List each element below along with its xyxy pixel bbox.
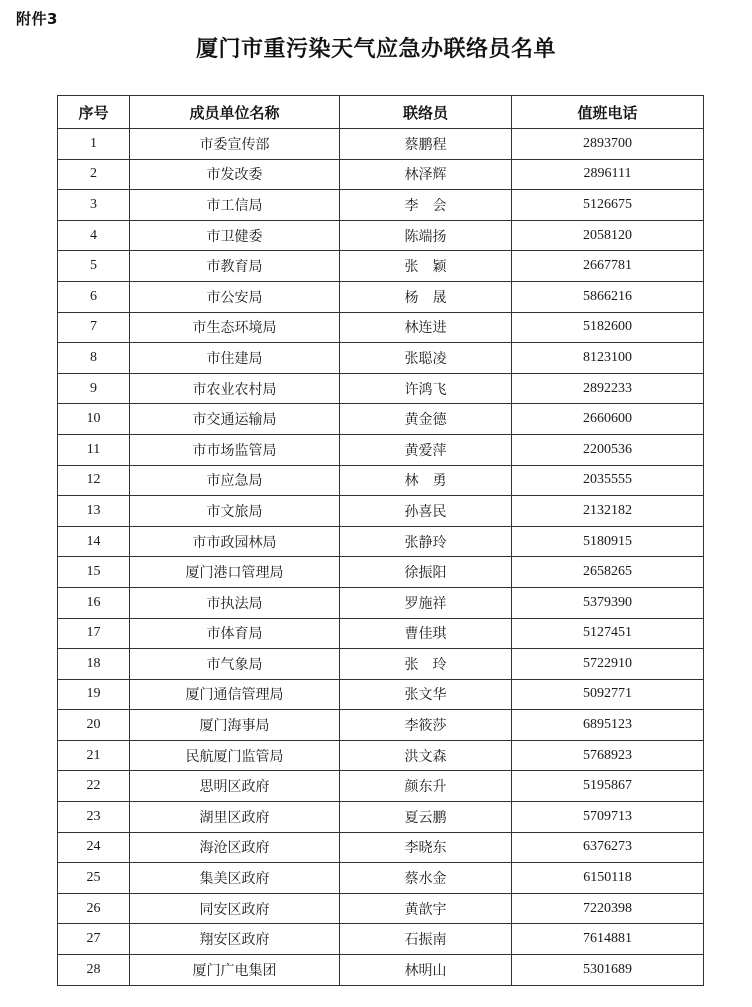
- table-row: [58, 618, 704, 649]
- table-row: [58, 190, 704, 221]
- cell-serial-number: 20: [58, 710, 130, 741]
- cell-duty-phone: 6895123: [512, 710, 704, 741]
- cell-duty-phone: 2892233: [512, 373, 704, 404]
- cell-duty-phone: 5709713: [512, 802, 704, 833]
- cell-unit-name: 厦门海事局: [130, 710, 340, 741]
- cell-contact-person: 罗施祥: [340, 587, 512, 618]
- cell-serial-number: 18: [58, 649, 130, 680]
- cell-duty-phone: 5301689: [512, 955, 704, 986]
- table-header-row: [58, 96, 704, 129]
- cell-contact-person: 林连进: [340, 312, 512, 343]
- cell-contact-person: 张 颖: [340, 251, 512, 282]
- cell-serial-number: 5: [58, 251, 130, 282]
- cell-unit-name: 翔安区政府: [130, 924, 340, 955]
- cell-unit-name: 厦门通信管理局: [130, 679, 340, 710]
- cell-duty-phone: 6376273: [512, 832, 704, 863]
- cell-unit-name: 市市政园林局: [130, 526, 340, 557]
- cell-duty-phone: 5866216: [512, 281, 704, 312]
- cell-contact-person: 蔡水金: [340, 863, 512, 894]
- cell-contact-person: 李晓东: [340, 832, 512, 863]
- table-row: [58, 220, 704, 251]
- cell-contact-person: 林泽辉: [340, 159, 512, 190]
- cell-unit-name: 市住建局: [130, 343, 340, 374]
- cell-serial-number: 13: [58, 496, 130, 527]
- table-row: [58, 587, 704, 618]
- header-serial-number: 序号: [58, 96, 130, 129]
- cell-unit-name: 海沧区政府: [130, 832, 340, 863]
- cell-serial-number: 4: [58, 220, 130, 251]
- cell-unit-name: 市工信局: [130, 190, 340, 221]
- cell-duty-phone: 5722910: [512, 649, 704, 680]
- cell-contact-person: 林 勇: [340, 465, 512, 496]
- attachment-label: 附件3: [16, 10, 58, 28]
- cell-duty-phone: 2132182: [512, 496, 704, 527]
- cell-duty-phone: 5379390: [512, 587, 704, 618]
- cell-serial-number: 24: [58, 832, 130, 863]
- cell-serial-number: 9: [58, 373, 130, 404]
- cell-unit-name: 市体育局: [130, 618, 340, 649]
- cell-serial-number: 11: [58, 434, 130, 465]
- table-row: [58, 373, 704, 404]
- cell-unit-name: 市教育局: [130, 251, 340, 282]
- header-unit-name: 成员单位名称: [130, 96, 340, 129]
- cell-duty-phone: 2200536: [512, 434, 704, 465]
- header-contact-person: 联络员: [340, 96, 512, 129]
- cell-contact-person: 杨 晟: [340, 281, 512, 312]
- table-row: [58, 281, 704, 312]
- cell-serial-number: 22: [58, 771, 130, 802]
- table-row: [58, 679, 704, 710]
- cell-duty-phone: 6150118: [512, 863, 704, 894]
- cell-contact-person: 蔡鹏程: [340, 129, 512, 160]
- cell-contact-person: 李 会: [340, 190, 512, 221]
- table-row: [58, 924, 704, 955]
- table-row: [58, 955, 704, 986]
- cell-contact-person: 颜东升: [340, 771, 512, 802]
- table-row: [58, 159, 704, 190]
- table-row: [58, 771, 704, 802]
- cell-unit-name: 市文旅局: [130, 496, 340, 527]
- cell-serial-number: 28: [58, 955, 130, 986]
- header-duty-phone: 值班电话: [512, 96, 704, 129]
- cell-duty-phone: 7220398: [512, 893, 704, 924]
- cell-unit-name: 思明区政府: [130, 771, 340, 802]
- cell-unit-name: 市生态环境局: [130, 312, 340, 343]
- cell-duty-phone: 5182600: [512, 312, 704, 343]
- cell-duty-phone: 2893700: [512, 129, 704, 160]
- cell-duty-phone: 5127451: [512, 618, 704, 649]
- cell-contact-person: 洪文森: [340, 740, 512, 771]
- cell-contact-person: 张 玲: [340, 649, 512, 680]
- table-row: [58, 129, 704, 160]
- cell-serial-number: 17: [58, 618, 130, 649]
- cell-contact-person: 林明山: [340, 955, 512, 986]
- cell-serial-number: 21: [58, 740, 130, 771]
- cell-serial-number: 19: [58, 679, 130, 710]
- cell-unit-name: 市执法局: [130, 587, 340, 618]
- table-row: [58, 434, 704, 465]
- cell-unit-name: 民航厦门监管局: [130, 740, 340, 771]
- cell-unit-name: 厦门港口管理局: [130, 557, 340, 588]
- cell-unit-name: 厦门广电集团: [130, 955, 340, 986]
- cell-serial-number: 16: [58, 587, 130, 618]
- cell-unit-name: 市交通运输局: [130, 404, 340, 435]
- table-row: [58, 832, 704, 863]
- cell-serial-number: 14: [58, 526, 130, 557]
- cell-duty-phone: 2658265: [512, 557, 704, 588]
- table-row: [58, 343, 704, 374]
- cell-duty-phone: 2035555: [512, 465, 704, 496]
- cell-contact-person: 曹佳琪: [340, 618, 512, 649]
- cell-unit-name: 市应急局: [130, 465, 340, 496]
- cell-contact-person: 张静玲: [340, 526, 512, 557]
- table-row: [58, 802, 704, 833]
- table-row: [58, 526, 704, 557]
- table-row: [58, 649, 704, 680]
- cell-duty-phone: 5126675: [512, 190, 704, 221]
- table-row: [58, 557, 704, 588]
- cell-serial-number: 2: [58, 159, 130, 190]
- cell-serial-number: 6: [58, 281, 130, 312]
- cell-unit-name: 市卫健委: [130, 220, 340, 251]
- table-row: [58, 251, 704, 282]
- cell-serial-number: 23: [58, 802, 130, 833]
- cell-duty-phone: 5768923: [512, 740, 704, 771]
- cell-unit-name: 湖里区政府: [130, 802, 340, 833]
- cell-serial-number: 8: [58, 343, 130, 374]
- cell-contact-person: 孙喜民: [340, 496, 512, 527]
- cell-contact-person: 石振南: [340, 924, 512, 955]
- cell-duty-phone: 5180915: [512, 526, 704, 557]
- cell-serial-number: 25: [58, 863, 130, 894]
- cell-serial-number: 12: [58, 465, 130, 496]
- cell-serial-number: 10: [58, 404, 130, 435]
- table-body: [58, 129, 704, 986]
- cell-unit-name: 集美区政府: [130, 863, 340, 894]
- cell-unit-name: 市委宣传部: [130, 129, 340, 160]
- table-row: [58, 740, 704, 771]
- cell-serial-number: 26: [58, 893, 130, 924]
- cell-duty-phone: 2896111: [512, 159, 704, 190]
- cell-duty-phone: 7614881: [512, 924, 704, 955]
- cell-contact-person: 黄爱萍: [340, 434, 512, 465]
- cell-contact-person: 徐振阳: [340, 557, 512, 588]
- cell-contact-person: 夏云鹏: [340, 802, 512, 833]
- cell-serial-number: 15: [58, 557, 130, 588]
- table-row: [58, 404, 704, 435]
- cell-contact-person: 陈端扬: [340, 220, 512, 251]
- table-row: [58, 863, 704, 894]
- cell-duty-phone: 5092771: [512, 679, 704, 710]
- cell-unit-name: 市市场监管局: [130, 434, 340, 465]
- table-row: [58, 465, 704, 496]
- cell-serial-number: 27: [58, 924, 130, 955]
- cell-unit-name: 市发改委: [130, 159, 340, 190]
- cell-contact-person: 许鸿飞: [340, 373, 512, 404]
- table-row: [58, 312, 704, 343]
- cell-duty-phone: 2058120: [512, 220, 704, 251]
- document-title: 厦门市重污染天气应急办联络员名单: [195, 37, 556, 62]
- cell-contact-person: 黄金德: [340, 404, 512, 435]
- liaison-table: [57, 95, 704, 986]
- cell-duty-phone: 2667781: [512, 251, 704, 282]
- table-row: [58, 893, 704, 924]
- cell-unit-name: 市气象局: [130, 649, 340, 680]
- cell-contact-person: 黄歆宇: [340, 893, 512, 924]
- table-row: [58, 710, 704, 741]
- cell-contact-person: 李筱莎: [340, 710, 512, 741]
- cell-unit-name: 同安区政府: [130, 893, 340, 924]
- cell-duty-phone: 5195867: [512, 771, 704, 802]
- cell-duty-phone: 8123100: [512, 343, 704, 374]
- cell-duty-phone: 2660600: [512, 404, 704, 435]
- cell-unit-name: 市公安局: [130, 281, 340, 312]
- cell-serial-number: 3: [58, 190, 130, 221]
- cell-unit-name: 市农业农村局: [130, 373, 340, 404]
- cell-serial-number: 7: [58, 312, 130, 343]
- table-row: [58, 496, 704, 527]
- cell-contact-person: 张聪凌: [340, 343, 512, 374]
- cell-serial-number: 1: [58, 129, 130, 160]
- cell-contact-person: 张文华: [340, 679, 512, 710]
